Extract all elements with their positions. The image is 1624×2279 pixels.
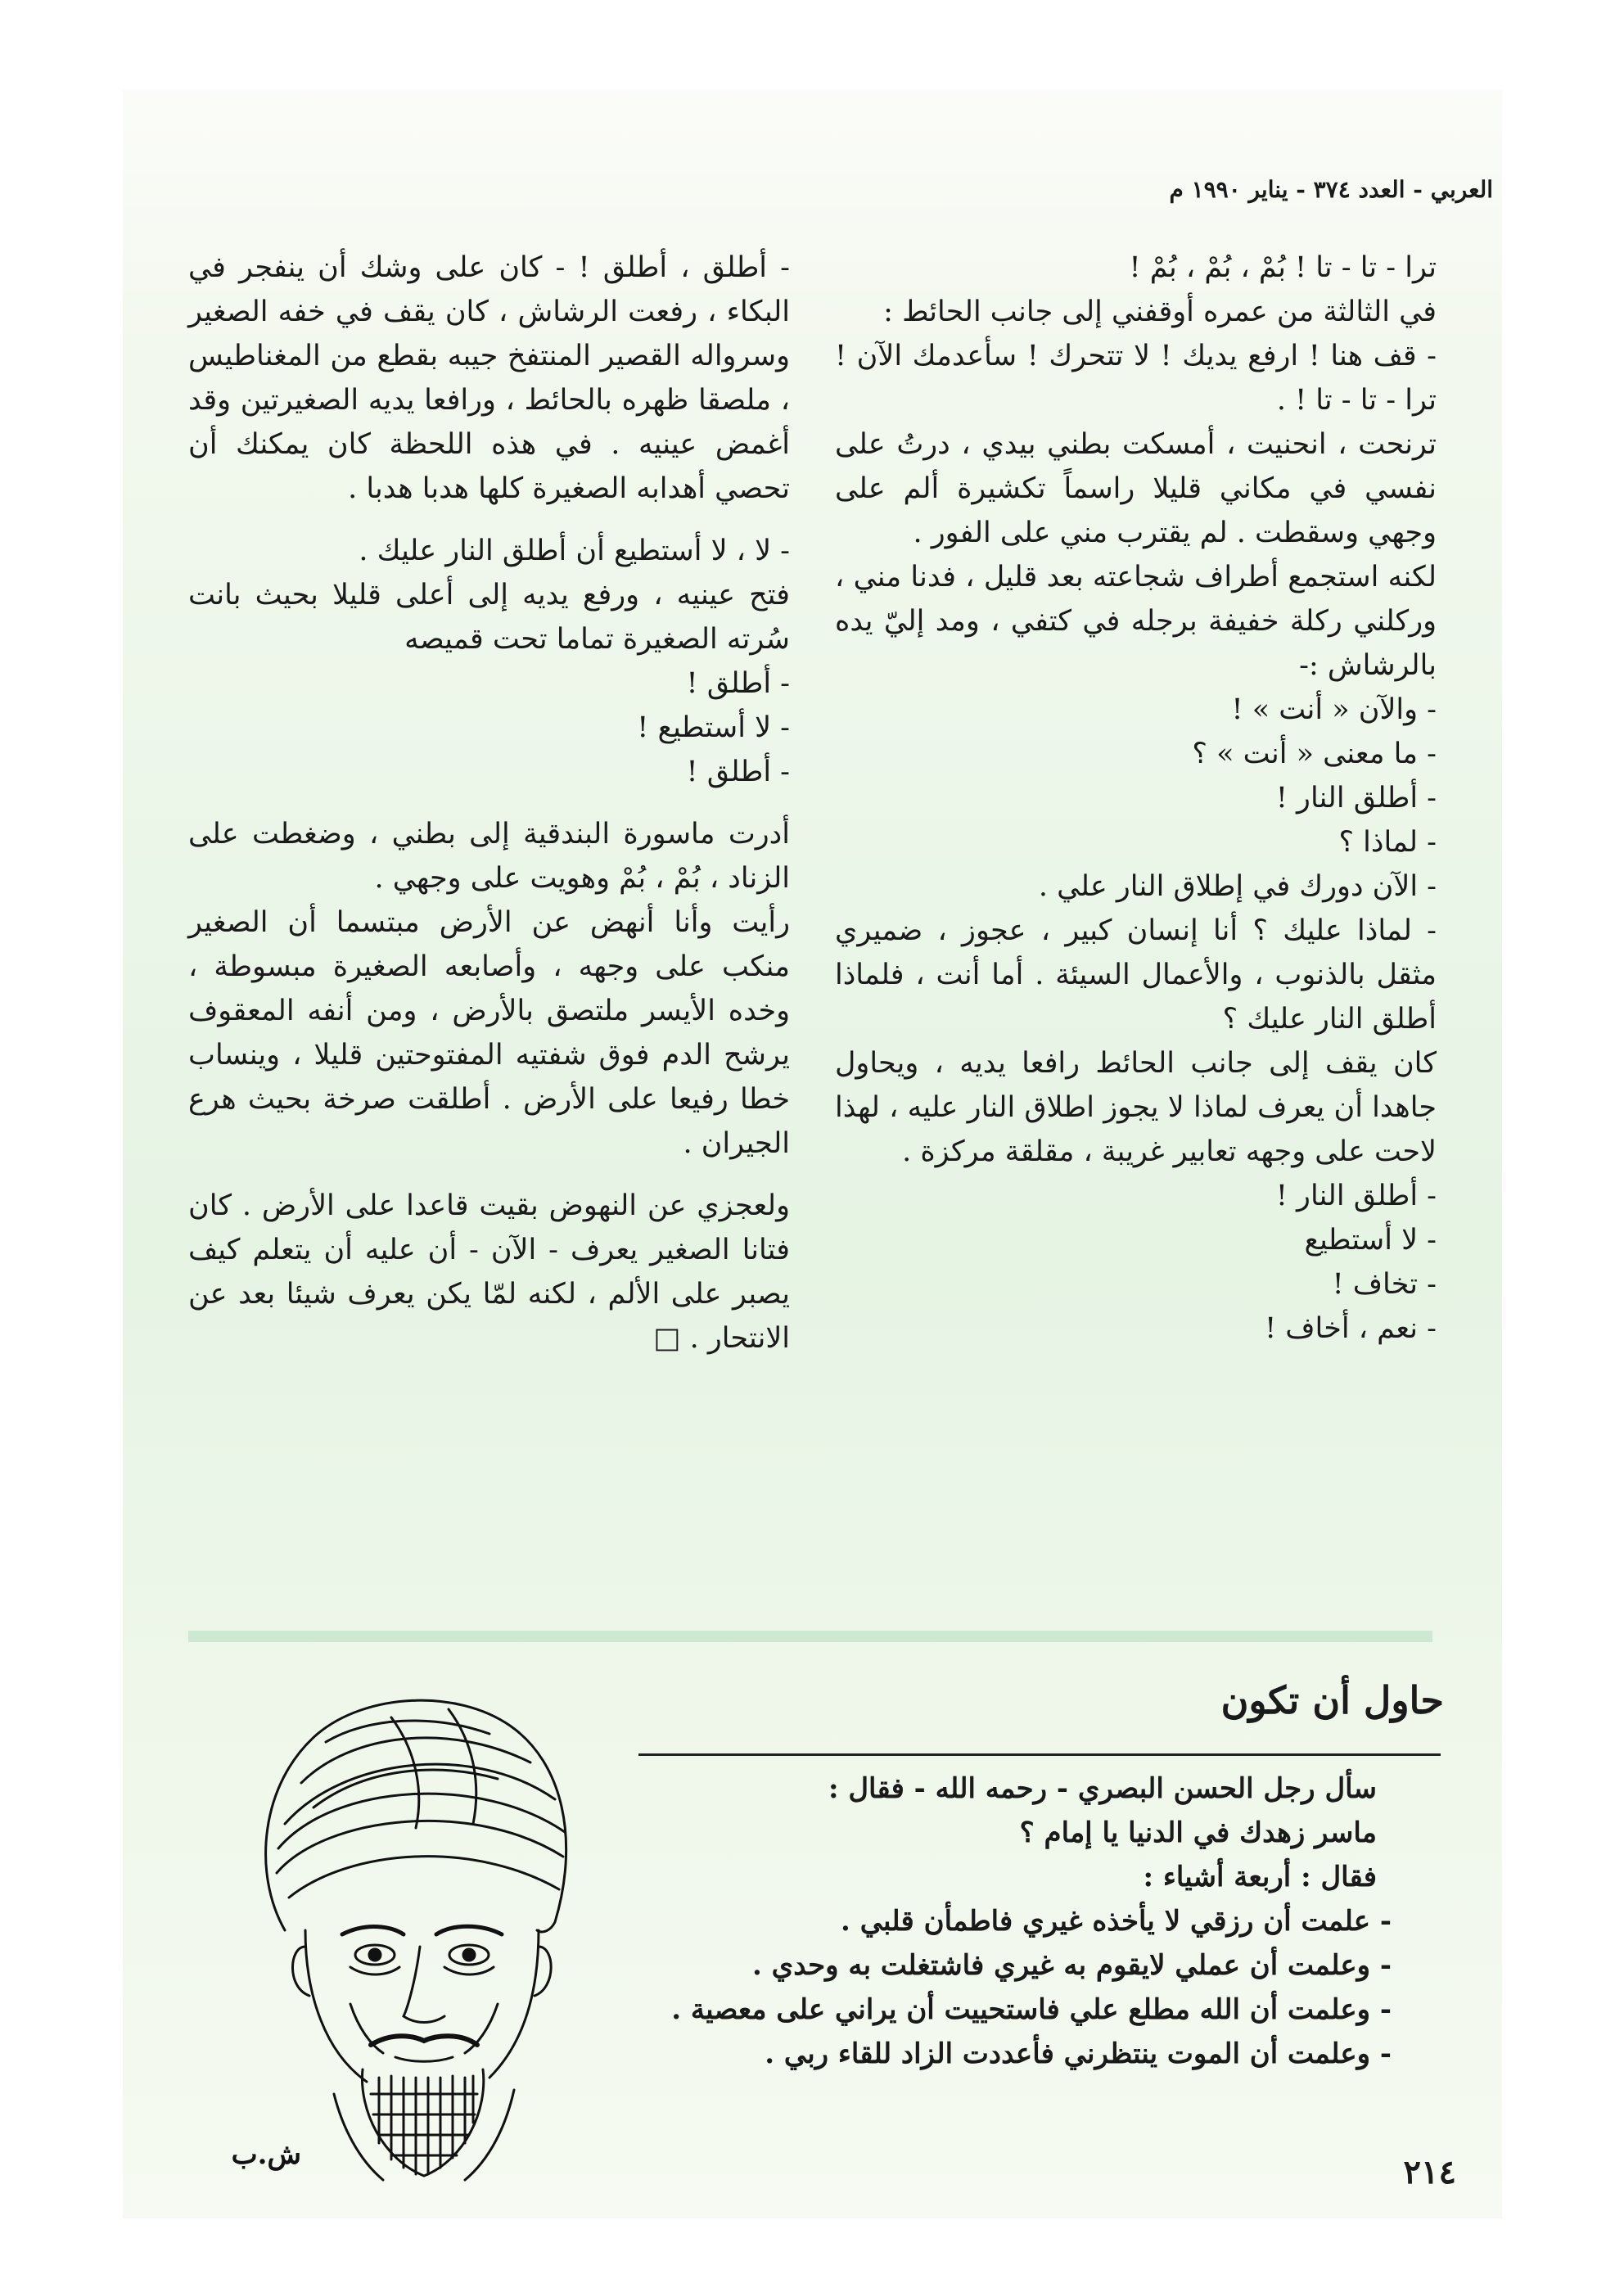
dialogue-line: - لماذا عليك ؟ أنا إنسان كبير ، عجوز ، ضميري مثقل بالذنوب ، والأعمال السيئة . أما أنت ، فلماذا أطلق النار عليك ؟ — [835, 914, 1437, 1036]
paragraph: في الثالثة من عمره أوقفني إلى جانب الحائط : — [883, 296, 1437, 328]
right-column — [835, 246, 1437, 1351]
box-line: فقال : أربعة أشياء : — [1143, 1861, 1377, 1893]
paragraph: رأيت وأنا أنهض عن الأرض مبتسما أن الصغير منكب على وجهه ، وأصابعه الصغيرة مبسوطة ، وخده الأيسر ملتصق بالأرض ، ومن أنفه المعقوف يرشح الدم فوق شفتيه المفتوحتين قليلا ، وينساب خطا رفيعا على الأرض . أطلقت صرخة بحيث هرع الجيران . — [188, 906, 790, 1160]
box-body — [638, 1767, 1408, 2076]
magazine-header: العربي - العدد ٣٧٤ - يناير ١٩٩٠ م — [1169, 176, 1493, 203]
section-divider — [188, 1631, 1432, 1642]
paragraph: لكنه استجمع أطراف شجاعته بعد قليل ، فدنا مني ، وركلني ركلة خفيفة برجله في كتفي ، ومد إليّ يده بالرشاش :- — [835, 561, 1437, 682]
dialogue-line: - أطلق النار ! — [1275, 782, 1437, 815]
box-title: حاول أن تكون — [1220, 1678, 1444, 1722]
paragraph: - أطلق ، أطلق ! - كان على وشك أن ينفجر في البكاء ، رفعت الرشاش ، كان يقف في خفه الصغير وسرواله القصير المنتفخ جيبه بقطع من المغناطيس ، ملصقا ظهره بالحائط ، ورافعا يديه الصغيرتين وقد أغمض عينيه . في هذه اللحظة كان يمكنك أن تحصي أهدابه الصغيرة كلها هدبا هدبا . — [188, 251, 790, 505]
dialogue-line: - أطلق ! — [686, 667, 790, 700]
paragraph: ترا - تا - تا ! بُمْ ، بُمْ ، بُمْ ! — [1129, 251, 1437, 284]
paragraph: أدرت ماسورة البندقية إلى بطني ، وضغطت على الزناد ، بُمْ ، بُمْ وهويت على وجهي . — [188, 818, 790, 895]
box-line: - وعلمت أن الموت ينتظرني فأعددت الزاد للقاء ربي . — [765, 2038, 1392, 2070]
paragraph: كان يقف إلى جانب الحائط رافعا يديه ، ويحاول جاهدا أن يعرف لماذا لا يجوز اطلاق النار عليه ، لهذا لاحت على وجهه تعابير غريبة ، مقلقة مركزة . — [835, 1047, 1437, 1168]
box-title-rule — [638, 1753, 1441, 1756]
dialogue-line: - لماذا ؟ — [1338, 826, 1437, 859]
dialogue-line: - أطلق ! — [686, 756, 790, 788]
box-line: - وعلمت أن الله مطلع علي فاستحييت أن يراني على معصية . — [671, 1993, 1392, 2026]
box-line: - وعلمت أن عملي لايقوم به غيري فاشتغلت به وحدي . — [751, 1949, 1392, 1982]
left-column — [188, 246, 790, 1361]
paragraph: ترنحت ، انحنيت ، أمسكت بطني بيدي ، درتُ على نفسي في مكاني قليلا راسماً تكشيرة ألم على وجهي وسقطت . لم يقترب مني على الفور . — [835, 428, 1437, 549]
dialogue-line: - لا ، لا أستطيع أن أطلق النار عليك . — [359, 535, 790, 567]
box-line: سأل رجل الحسن البصري - رحمه الله - فقال : — [828, 1772, 1377, 1805]
dialogue-line: - أطلق النار ! — [1275, 1180, 1437, 1212]
box-line: - علمت أن رزقي لا يأخذه غيري فاطمأن قلبي . — [841, 1905, 1392, 1938]
page-number: ٢١٤ — [1403, 2153, 1456, 2191]
dialogue-line: - لا أستطيع — [1304, 1224, 1437, 1257]
paragraph: - قف هنا ! ارفع يديك ! لا تتحرك ! سأعدمك الآن ! ترا - تا - تا ! . — [835, 340, 1437, 417]
illustration-signature: ش.ب — [231, 2138, 301, 2171]
dialogue-line: - والآن « أنت » ! — [1231, 693, 1437, 726]
box-line: ماسر زهدك في الدنيا يا إمام ؟ — [1019, 1816, 1377, 1849]
dialogue-line: - ما معنى « أنت » ؟ — [1192, 738, 1437, 770]
dialogue-line: - نعم ، أخاف ! — [1265, 1312, 1437, 1345]
dialogue-line: - لا أستطيع ! — [637, 711, 790, 744]
dialogue-line: - تخاف ! — [1332, 1268, 1437, 1301]
dialogue-line: - الآن دورك في إطلاق النار علي . — [1038, 870, 1437, 903]
portrait-illustration — [228, 1685, 596, 2184]
paragraph: فتح عينيه ، ورفع يديه إلى أعلى قليلا بحيث بانت سُرته الصغيرة تماما تحت قميصه — [188, 579, 790, 656]
paragraph: ولعجزي عن النهوض بقيت قاعدا على الأرض . كان فتانا الصغير يعرف - الآن - أن عليه أن يتعلم كيف يصبر على الألم ، لكنه لمّا يكن يعرف شيئا بعد عن الانتحار . □ — [188, 1189, 790, 1355]
